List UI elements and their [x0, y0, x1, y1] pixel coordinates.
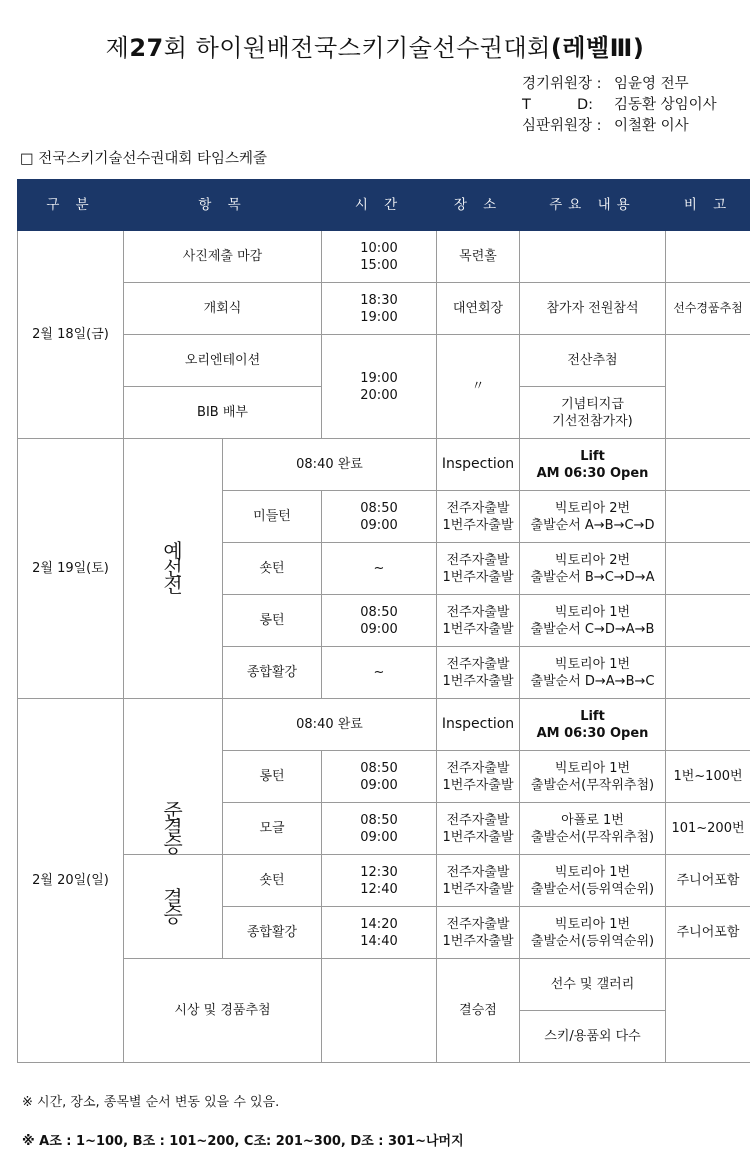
time-cell: ~	[322, 543, 437, 595]
note-cell	[666, 335, 750, 439]
time-cell: 18:30 19:00	[322, 283, 437, 335]
note-cell	[666, 439, 750, 491]
table-row	[18, 855, 750, 907]
content-cell: 빅토리아 1번 출발순서(등위역순위)	[520, 855, 666, 907]
note-cell	[666, 231, 750, 283]
inspection-place: Inspection	[437, 439, 520, 491]
table-row	[18, 231, 750, 283]
item-cell: 개회식	[124, 283, 322, 335]
time-cell: 08:50 09:00	[322, 595, 437, 647]
table-header-row	[18, 180, 750, 231]
note-cell	[666, 699, 750, 751]
content-cell: 아폴로 1번 출발순서(무작위추첨)	[520, 803, 666, 855]
award-content: 선수 및 갤러리	[520, 959, 666, 1011]
note-cell	[666, 491, 750, 543]
time-cell: 12:30 12:40	[322, 855, 437, 907]
header-content: 주요 내용	[520, 180, 666, 231]
note-change: ※ 시간, 장소, 종목별 순서 변동 있을 수 있음.	[22, 1095, 280, 1110]
content-cell: 빅토리아 1번 출발순서 D→A→B→C	[520, 647, 666, 699]
header-category: 구 분	[18, 180, 124, 231]
header-time: 시 간	[322, 180, 437, 231]
place-cell: 대연회장	[437, 283, 520, 335]
inspection-label: 08:40 완료	[223, 439, 437, 491]
place-cell: 전주자출발 1번주자출발	[437, 907, 520, 959]
event-cell: 모글	[223, 803, 322, 855]
date-cell: 2월 18일(금)	[18, 231, 124, 439]
table-row	[18, 283, 750, 335]
table-row	[18, 959, 750, 1011]
round-cell: 결 승	[124, 855, 223, 959]
place-cell: 전주자출발 1번주자출발	[437, 543, 520, 595]
note-cell: 주니어포함	[666, 855, 750, 907]
lift-open: Lift AM 06:30 Open	[520, 439, 666, 491]
note-cell: 1번~100번	[666, 751, 750, 803]
date-cell: 2월 19일(토)	[18, 439, 124, 699]
award-content: 스키/용품외 다수	[520, 1011, 666, 1063]
item-cell: 사진제출 마감	[124, 231, 322, 283]
note-cell: 주니어포함	[666, 907, 750, 959]
content-cell: 빅토리아 1번 출발순서(무작위추첨)	[520, 751, 666, 803]
time-cell: 10:00 15:00	[322, 231, 437, 283]
inspection-place: Inspection	[437, 699, 520, 751]
table-row	[18, 439, 750, 491]
section-title: □ 전국스키기술선수권대회 타임스케줄	[20, 151, 268, 167]
officials-list	[522, 74, 717, 137]
award-place: 결승점	[437, 959, 520, 1063]
note-cell	[666, 959, 750, 1063]
time-cell: 08:50 09:00	[322, 751, 437, 803]
time-cell: 14:20 14:40	[322, 907, 437, 959]
place-cell: 전주자출발 1번주자출발	[437, 803, 520, 855]
header-note: 비 고	[666, 180, 750, 231]
note-cell: 선수경품추첨	[666, 283, 750, 335]
content-cell: 빅토리아 2번 출발순서 B→C→D→A	[520, 543, 666, 595]
item-cell: 오리엔테이션	[124, 335, 322, 387]
official-row: T D: 김동환 상임이사	[522, 95, 717, 116]
event-cell: 숏턴	[223, 543, 322, 595]
official-row: 경기위원장 : 임윤영 전무	[522, 76, 689, 92]
event-cell: 미들턴	[223, 491, 322, 543]
content-cell	[520, 231, 666, 283]
place-cell: 목련홀	[437, 231, 520, 283]
content-cell: 전산추첨	[520, 335, 666, 387]
date-cell: 2월 20일(일)	[18, 699, 124, 1063]
place-cell: 전주자출발 1번주자출발	[437, 491, 520, 543]
official-row: 심판위원장 : 이철환 이사	[522, 118, 689, 134]
schedule-table	[17, 179, 750, 1063]
round-cell: 준 결 승	[124, 699, 223, 855]
time-cell: ~	[322, 647, 437, 699]
item-cell: BIB 배부	[124, 387, 322, 439]
table-row	[18, 335, 750, 387]
event-cell: 롱턴	[223, 595, 322, 647]
place-cell: 전주자출발 1번주자출발	[437, 855, 520, 907]
lift-open: Lift AM 06:30 Open	[520, 699, 666, 751]
event-cell: 롱턴	[223, 751, 322, 803]
place-cell: 전주자출발 1번주자출발	[437, 647, 520, 699]
time-cell: 19:00 20:00	[322, 335, 437, 439]
place-cell: 전주자출발 1번주자출발	[437, 595, 520, 647]
note-groups: ※ A조 : 1~100, B조 : 101~200, C조: 201~300, D조 : 301~나머지	[22, 1134, 464, 1149]
time-cell: 08:50 09:00	[322, 803, 437, 855]
header-place: 장 소	[437, 180, 520, 231]
event-cell: 종합활강	[223, 647, 322, 699]
content-cell: 빅토리아 1번 출발순서(등위역순위)	[520, 907, 666, 959]
note-cell: 101~200번	[666, 803, 750, 855]
event-cell: 숏턴	[223, 855, 322, 907]
time-cell: 08:50 09:00	[322, 491, 437, 543]
page-title: 제27회 하이원배전국스키기술선수권대회(레벨Ⅲ)	[105, 34, 645, 62]
td-role: T D:	[522, 97, 593, 113]
event-cell: 종합활강	[223, 907, 322, 959]
award-item: 시상 및 경품추첨	[124, 959, 322, 1063]
content-cell: 빅토리아 1번 출발순서 C→D→A→B	[520, 595, 666, 647]
place-cell: 〃	[437, 335, 520, 439]
time-cell	[322, 959, 437, 1063]
content-cell: 기념티지급 기선전참가자)	[520, 387, 666, 439]
content-cell: 빅토리아 2번 출발순서 A→B→C→D	[520, 491, 666, 543]
table-row	[18, 699, 750, 751]
inspection-label: 08:40 완료	[223, 699, 437, 751]
content-cell: 참가자 전원참석	[520, 283, 666, 335]
header-item: 항 목	[124, 180, 322, 231]
note-cell	[666, 647, 750, 699]
note-cell	[666, 543, 750, 595]
round-cell: 예 선 전	[124, 439, 223, 699]
place-cell: 전주자출발 1번주자출발	[437, 751, 520, 803]
note-cell	[666, 595, 750, 647]
